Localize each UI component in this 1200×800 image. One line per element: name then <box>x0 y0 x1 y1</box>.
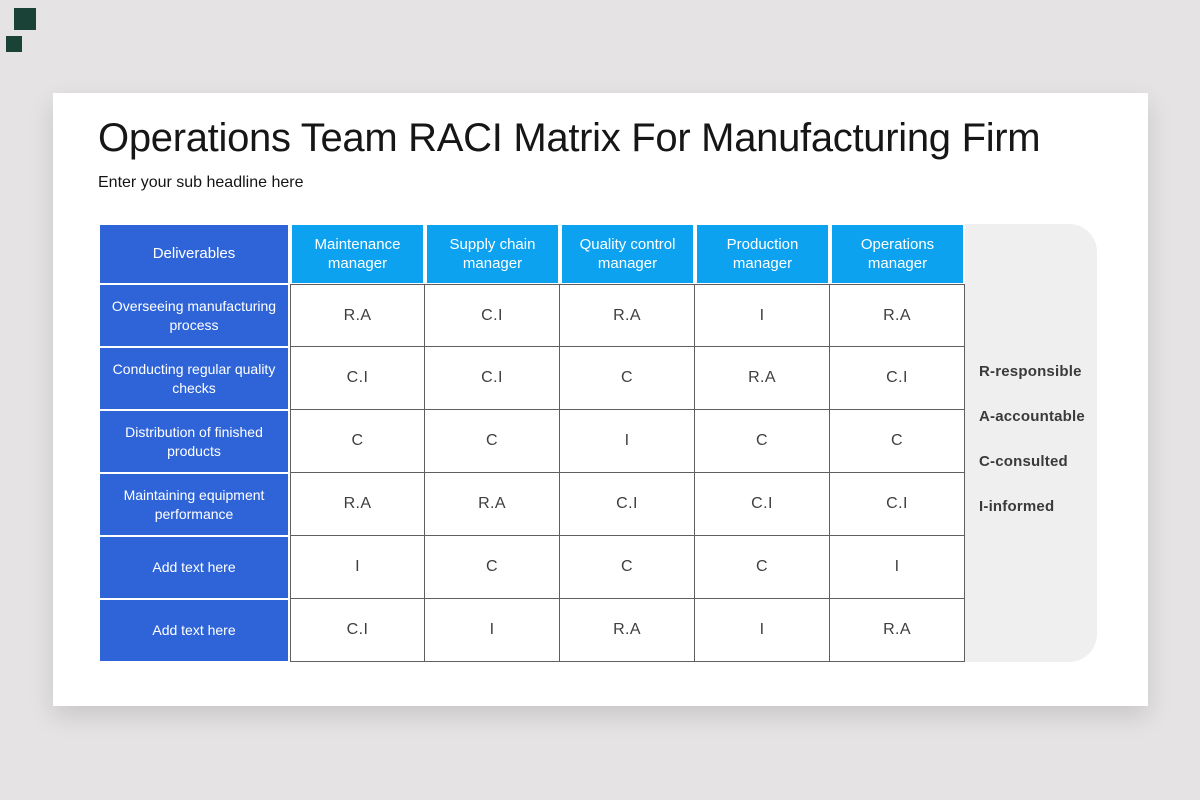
legend-item-consulted: C-consulted <box>979 453 1068 470</box>
column-header-production-manager: Production manager <box>695 224 830 284</box>
matrix-cell: C.I <box>830 347 965 410</box>
slide-card <box>53 93 1148 706</box>
row-label: Overseeing manufacturing process <box>98 284 290 347</box>
row-label-placeholder: Add text here <box>98 536 290 599</box>
page-title: Operations Team RACI Matrix For Manufacturing Firm <box>98 116 1041 160</box>
matrix-cell: C.I <box>560 473 695 536</box>
matrix-cell: C.I <box>425 284 560 347</box>
matrix-cell: I <box>695 599 830 662</box>
column-header-operations-manager: Operations manager <box>830 224 965 284</box>
matrix-cell: C <box>560 347 695 410</box>
column-header-quality-control-manager: Quality control manager <box>560 224 695 284</box>
matrix-cell: R.A <box>560 284 695 347</box>
matrix-cell: C.I <box>425 347 560 410</box>
legend-item-accountable: A-accountable <box>979 408 1085 425</box>
matrix-cell: R.A <box>695 347 830 410</box>
matrix-cell: R.A <box>425 473 560 536</box>
raci-legend <box>979 362 1085 542</box>
column-header-maintenance-manager: Maintenance manager <box>290 224 425 284</box>
matrix-cell: R.A <box>290 284 425 347</box>
row-label-placeholder: Add text here <box>98 599 290 662</box>
matrix-cell: I <box>695 284 830 347</box>
matrix-cell: I <box>560 410 695 473</box>
matrix-cell: C.I <box>290 347 425 410</box>
matrix-cell: R.A <box>830 284 965 347</box>
matrix-cell: C.I <box>290 599 425 662</box>
matrix-cell: C.I <box>830 473 965 536</box>
matrix-cell: C <box>425 536 560 599</box>
matrix-cell: C.I <box>695 473 830 536</box>
matrix-cell: I <box>290 536 425 599</box>
page-subtitle: Enter your sub headline here <box>98 174 304 191</box>
matrix-cell: C <box>695 536 830 599</box>
column-header-supply-chain-manager: Supply chain manager <box>425 224 560 284</box>
matrix-cell: C <box>425 410 560 473</box>
row-label: Distribution of finished products <box>98 410 290 473</box>
matrix-cell: C <box>290 410 425 473</box>
legend-item-responsible: R-responsible <box>979 363 1082 380</box>
column-header-deliverables: Deliverables <box>98 224 290 284</box>
matrix-cell: I <box>830 536 965 599</box>
row-label: Conducting regular quality checks <box>98 347 290 410</box>
matrix-cell: C <box>830 410 965 473</box>
decoration-square-bottom <box>6 36 22 52</box>
matrix-cell: R.A <box>830 599 965 662</box>
legend-item-informed: I-informed <box>979 498 1055 515</box>
row-label: Maintaining equipment performance <box>98 473 290 536</box>
decoration-square-top <box>14 8 36 30</box>
matrix-cell: R.A <box>560 599 695 662</box>
matrix-cell: C <box>695 410 830 473</box>
matrix-cell: C <box>560 536 695 599</box>
matrix-cell: I <box>425 599 560 662</box>
matrix-cell: R.A <box>290 473 425 536</box>
raci-matrix-table <box>98 224 965 662</box>
